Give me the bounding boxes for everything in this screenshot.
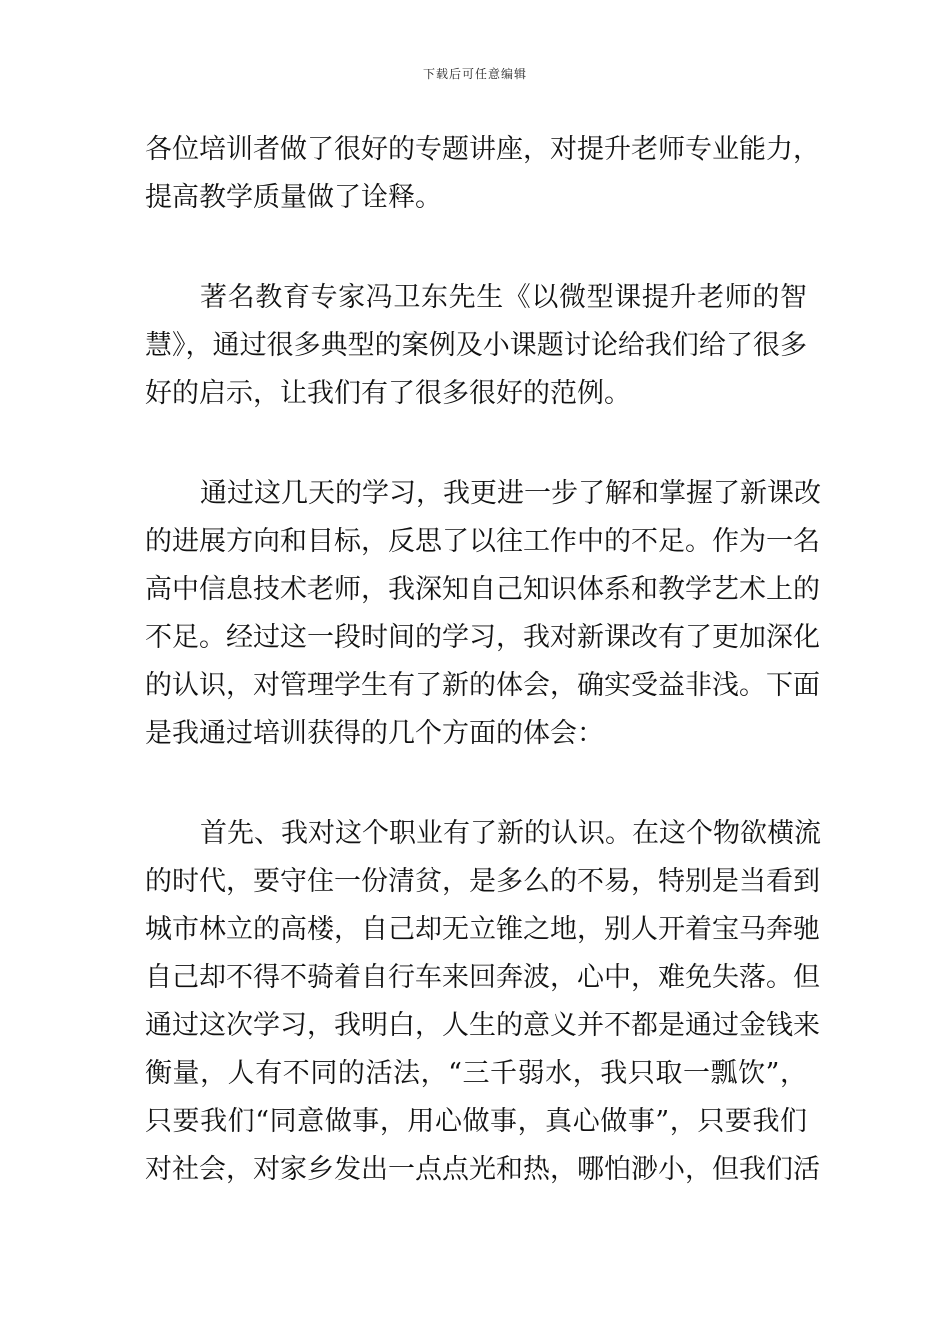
paragraph-line: 高中信息技术老师，我深知自己知识体系和教学艺术上的 [145, 574, 820, 605]
paragraph-gap [145, 758, 807, 810]
paragraph-line: 的进展方向和目标，反思了以往工作中的不足。作为一名 [145, 526, 820, 557]
paragraph-line: 的认识，对管理学生有了新的体会，确实受益非浅。下面 [145, 670, 820, 701]
paragraph-line: 提高教学质量做了诠释。 [145, 182, 442, 213]
paragraph-line: 自己却不得不骑着自行车来回奔波，心中，难免失落。但 [145, 962, 820, 993]
paragraph-line: 城市林立的高楼，自己却无立锥之地，别人开着宝马奔驰 [145, 914, 820, 945]
paragraph-2 [145, 274, 807, 418]
paragraph-line: 不足。经过这一段时间的学习，我对新课改有了更加深化 [145, 622, 820, 653]
paragraph-line: 慧》，通过很多典型的案例及小课题讨论给我们给了很多 [145, 330, 807, 361]
paragraph-gap [145, 222, 807, 274]
paragraph-line: 的时代，要守住一份清贫，是多么的不易，特别是当看到 [145, 866, 820, 897]
document-body [145, 126, 821, 1194]
paragraph-line: 只要我们“同意做事，用心做事，真心做事”，只要我们 [145, 1106, 807, 1137]
paragraph-line: 衡量，人有不同的活法，“三千弱水，我只取一瓢饮”， [145, 1058, 807, 1089]
paragraph-1 [145, 126, 820, 222]
paragraph-line: 首先、我对这个职业有了新的认识。在这个物欲横流 [200, 818, 821, 849]
paragraph-4 [145, 810, 821, 1194]
paragraph-line: 通过这几天的学习，我更进一步了解和掌握了新课改 [200, 478, 821, 509]
paragraph-3 [145, 470, 821, 758]
paragraph-line: 通过这次学习，我明白，人生的意义并不都是通过金钱来 [145, 1010, 820, 1041]
paragraph-gap [145, 418, 807, 470]
paragraph-line: 对社会，对家乡发出一点点光和热，哪怕渺小，但我们活 [145, 1154, 820, 1185]
paragraph-line: 各位培训者做了很好的专题讲座，对提升老师专业能力， [145, 134, 820, 165]
header-note: 下载后可任意编辑 [422, 67, 527, 81]
paragraph-line: 著名教育专家冯卫东先生《以微型课提升老师的智 [200, 282, 807, 313]
paragraph-line: 是我通过培训获得的几个方面的体会： [145, 718, 604, 749]
paragraph-line: 好的启示，让我们有了很多很好的范例。 [145, 378, 631, 409]
